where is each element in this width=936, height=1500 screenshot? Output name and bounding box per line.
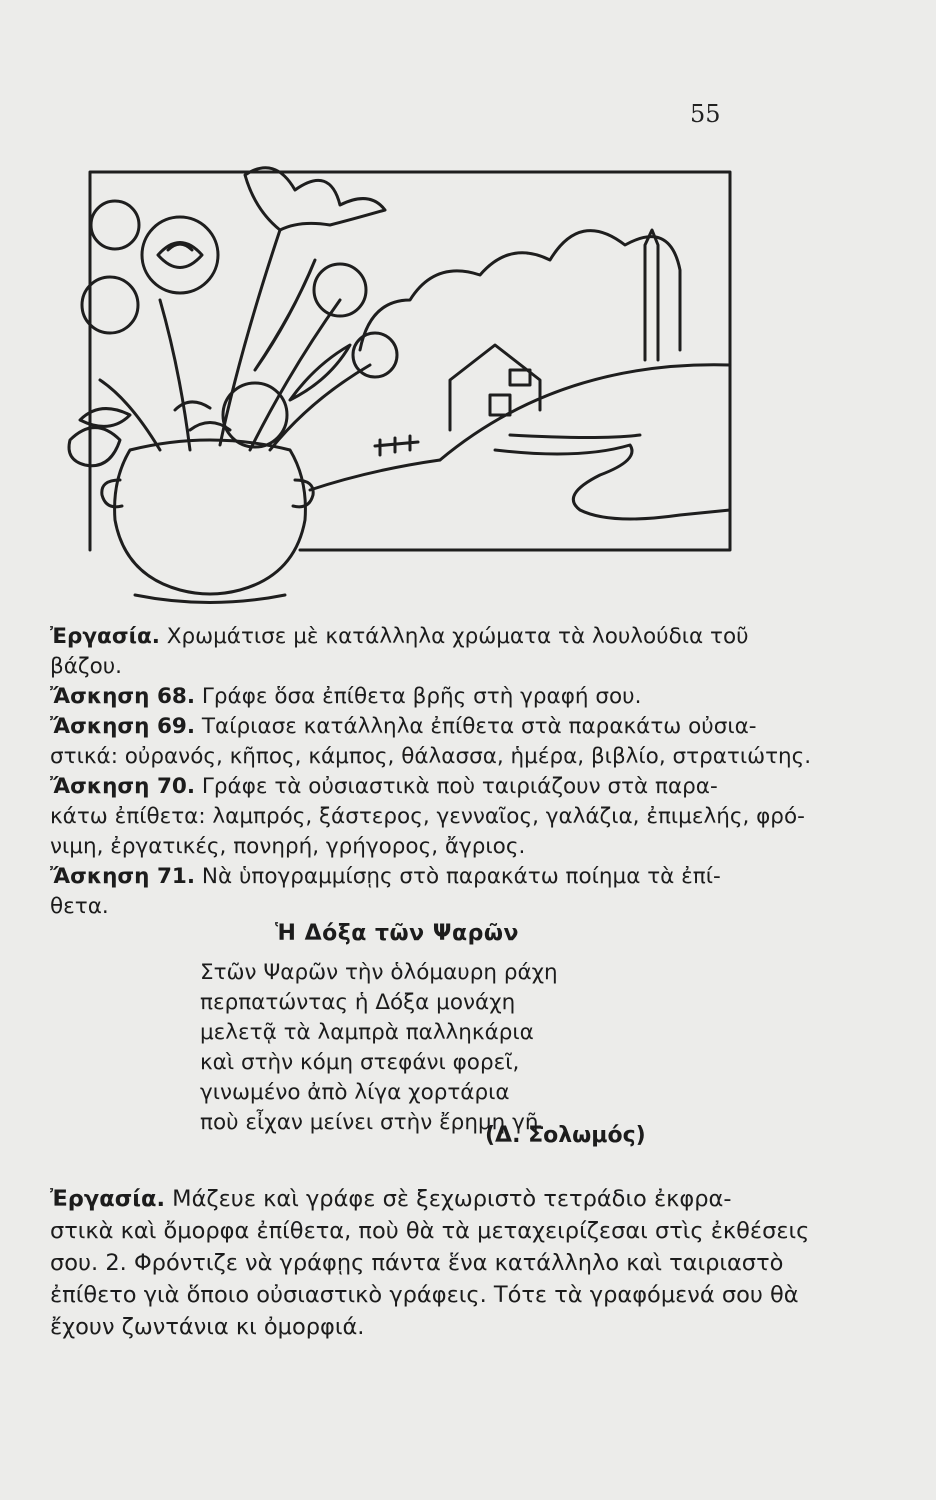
exercise-line — [50, 742, 880, 772]
line-text: Γράφε τὰ οὐσιαστικὰ ποὺ ταιριάζουν στὰ παρα- — [195, 774, 718, 799]
assignment-line — [50, 1279, 890, 1311]
line-text: Γράφε ὅσα ἐπίθετα βρῆς στὴ γραφή σου. — [195, 684, 642, 709]
rose-petals — [158, 243, 202, 268]
line-text: θετα. — [50, 894, 109, 919]
line-lead: Ἄσκηση 70. — [50, 774, 196, 799]
line-lead: Ἄσκηση 71. — [50, 864, 196, 889]
vase-base — [135, 595, 285, 603]
poem-line: περπατώντας ἡ Δόξα μονάχη — [200, 990, 516, 1015]
exercise-line — [50, 832, 880, 862]
poem-line: ποὺ εἶχαν μείνει στὴν ἔρημη γῆ. — [200, 1110, 546, 1135]
exercise-line — [50, 622, 880, 652]
poem-line: καὶ στὴν κόμη στεφάνι φορεῖ, — [200, 1050, 520, 1075]
vase-handles — [102, 480, 313, 507]
exercise-line — [50, 652, 880, 682]
assignment-line — [50, 1311, 890, 1343]
line-text: στικά: οὐρανός, κῆπος, κάμπος, θάλασσα, ἡμέρα, βιβλίο, στρατιώτης. — [50, 744, 812, 769]
flower-vase-landscape-drawing — [40, 150, 740, 620]
exercise-line — [50, 682, 880, 712]
page-number: 55 — [690, 100, 721, 128]
winding-path — [495, 445, 730, 519]
poem-line: γινωμένο ἀπὸ λίγα χορτάρια — [200, 1080, 510, 1105]
line-text: ἐπίθετο γιὰ ὅποιο οὐσιαστικὸ γράφεις. Τότε τὰ γραφόμενά σου θὰ — [50, 1282, 799, 1308]
fence-icon — [375, 436, 418, 455]
line-text: Νὰ ὑπογραμμίσῃς στὸ παρακάτω ποίημα τὰ ἐπί- — [195, 864, 721, 889]
exercise-line — [50, 802, 880, 832]
line-lead: Ἐργασία. — [50, 624, 160, 649]
line-text: Μάζευε καὶ γράφε σὲ ξεχωριστὸ τετράδιο ἐκφρα- — [165, 1186, 732, 1212]
scene-frame — [90, 172, 730, 550]
ground-line — [310, 460, 440, 490]
house-icon — [450, 345, 540, 430]
line-text: ἔχουν ζωντάνια κι ὀμορφιά. — [50, 1314, 365, 1340]
lily-icon — [245, 168, 385, 230]
line-text: στικὰ καὶ ὄμορφα ἐπίθετα, ποὺ θὰ τὰ μεταχειρίζεσαι στὶς ἐκθέσεις — [50, 1218, 810, 1244]
assignment-line — [50, 1215, 890, 1247]
carnation-icon-2 — [314, 264, 366, 316]
exercise-line — [50, 772, 880, 802]
assignment-line — [50, 1183, 890, 1215]
cloud-outline — [360, 231, 680, 350]
line-text: σου. 2. Φρόντιζε νὰ γράφῃς πάντα ἕνα κατάλληλο καὶ ταιριαστὸ — [50, 1250, 784, 1276]
tulip-icon — [69, 428, 120, 466]
assignment-line — [50, 1247, 890, 1279]
exercise-line — [50, 892, 880, 922]
path-edge — [510, 435, 640, 438]
exercise-line — [50, 712, 880, 742]
hill-line — [440, 365, 730, 460]
carnation-icon-3 — [353, 333, 397, 377]
exercise-line — [50, 862, 880, 892]
poem-author: (Δ. Σολωμός) — [485, 1123, 646, 1148]
poem-line: Στῶν Ψαρῶν τὴν ὁλόμαυρη ράχη — [200, 960, 558, 985]
line-text: βάζου. — [50, 654, 123, 679]
line-lead: Ἄσκηση 69. — [50, 714, 196, 739]
line-text: κάτω ἐπίθετα: λαμπρός, ξάστερος, γενναῖος, γαλάζια, ἐπιμελής, φρό- — [50, 804, 805, 829]
line-lead: Ἄσκηση 68. — [50, 684, 196, 709]
poem-line: μελετᾷ τὰ λαμπρὰ παλληκάρια — [200, 1020, 534, 1045]
vase-icon — [115, 440, 306, 594]
line-text: νιμη, ἐργατικές, πονηρή, γρήγορος, ἄγριος. — [50, 834, 526, 859]
flower-stems — [100, 230, 370, 450]
line-text: Ταίριασε κατάλληλα ἐπίθετα στὰ παρακάτω οὐσια- — [195, 714, 757, 739]
rose-icon-3 — [91, 201, 139, 249]
tower-icon — [645, 230, 658, 360]
poem-title: Ἡ Δόξα τῶν Ψαρῶν — [275, 921, 519, 946]
line-text: Χρωμάτισε μὲ κατάλληλα χρώματα τὰ λουλούδια τοῦ — [159, 624, 749, 649]
line-lead: Ἐργασία. — [50, 1186, 165, 1212]
rose-icon — [142, 217, 218, 293]
